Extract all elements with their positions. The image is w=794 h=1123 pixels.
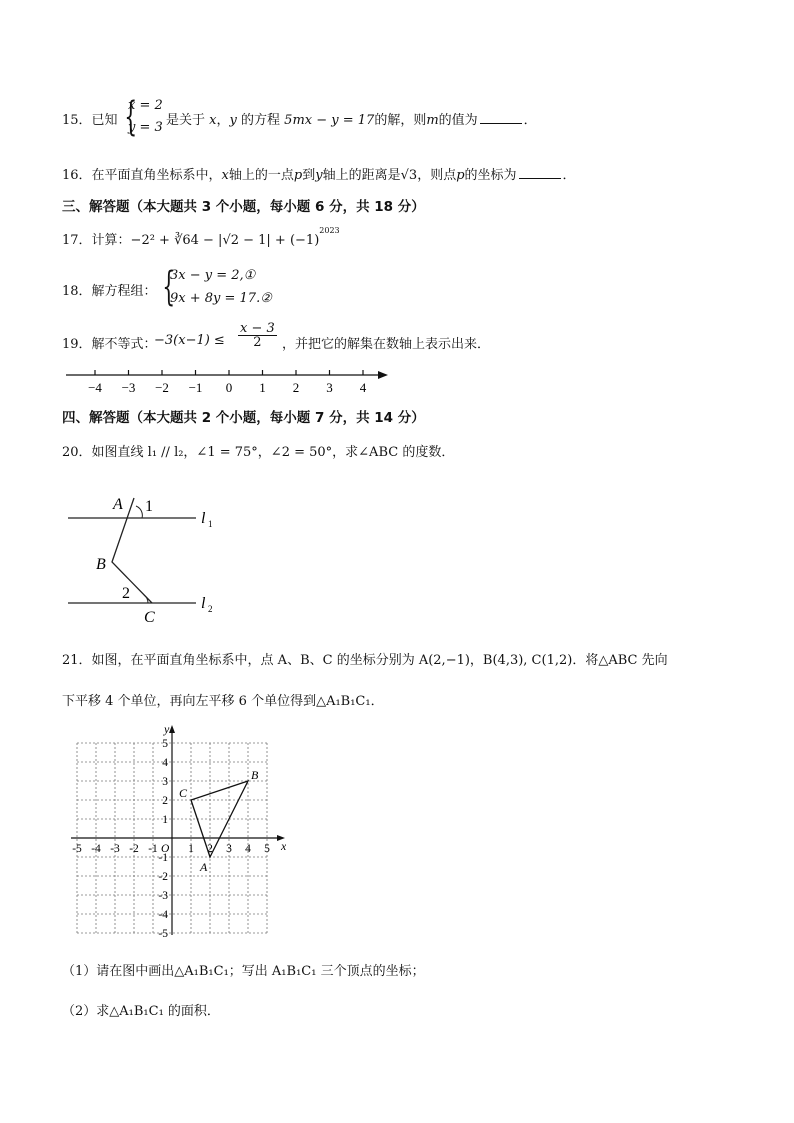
number-line-tick-label: 4: [359, 380, 367, 395]
q18-label: 18．解方程组：: [62, 284, 157, 299]
q16-var-p2: p: [456, 168, 465, 183]
y-tick-label: -5: [158, 928, 168, 940]
x-tick-label: 5: [264, 843, 270, 855]
y-tick-label: -3: [158, 890, 168, 902]
q15-number: 15．已知: [62, 113, 118, 128]
q20-figure: [60, 482, 230, 628]
q16-var-p: p: [293, 168, 303, 183]
q18-eq-1: 3x − y = 2,①: [170, 268, 256, 283]
label-l2: l: [201, 595, 206, 612]
q16-var-y: y: [315, 168, 323, 183]
q19-label: 19．解不等式：: [62, 337, 157, 352]
x-tick-label: 1: [188, 843, 194, 855]
q16-text-2: 轴上的一点: [228, 168, 294, 183]
y-tick-label: 1: [162, 814, 168, 826]
q19-tail: ，并把它的解集在数轴上表示出来．: [282, 337, 491, 352]
q15-text-d: 的值为: [438, 113, 478, 128]
label-angle-2: 2: [122, 585, 130, 602]
q18-brace: {: [162, 264, 176, 310]
y-tick-label: -1: [158, 852, 168, 864]
q16-var-x: x: [221, 168, 229, 183]
q15-text-b: 的方程: [241, 113, 281, 128]
q15-eq-y: y = 3: [128, 120, 163, 135]
question-21-part-1: （1）请在图中画出△A₁B₁C₁；写出 A₁B₁C₁ 三个顶点的坐标；: [62, 964, 425, 979]
number-line-arrow-icon: [378, 371, 388, 379]
x-tick-label: -3: [110, 843, 120, 855]
q16-text-5: ，则点: [417, 168, 457, 183]
vertex-b-label: B: [251, 768, 259, 782]
vertex-c-label: C: [179, 786, 188, 800]
origin-label: O: [161, 843, 170, 855]
q19-denominator: 2: [253, 335, 262, 350]
triangle-abc: [191, 781, 248, 857]
x-axis-label: x: [281, 839, 286, 853]
q15-equation: 5mx − y = 17: [284, 113, 375, 128]
q17-label: 17．计算：: [62, 233, 131, 248]
y-tick-label: -4: [158, 909, 168, 921]
q16-text-4: 轴上的距离是: [322, 168, 401, 183]
y-axis-label: y: [164, 725, 170, 736]
q19-fraction: [238, 322, 277, 349]
q16-sqrt: √3: [400, 168, 418, 183]
question-21-part-2: （2）求△A₁B₁C₁ 的面积．: [62, 1004, 220, 1019]
label-l1-sub: 1: [208, 519, 213, 529]
number-line-tick-label: 0: [225, 380, 233, 395]
vertex-a-label: A: [200, 860, 208, 874]
angle-1-arc: [136, 506, 142, 518]
y-tick-label: 4: [162, 757, 168, 769]
q15-text-c: 的解，则: [374, 113, 427, 128]
y-tick-label: 2: [162, 795, 168, 807]
q15-end: ．: [523, 113, 537, 128]
number-line-tick-label: −1: [188, 380, 203, 395]
q19-numerator: x − 3: [240, 321, 275, 336]
x-tick-label: 2: [207, 843, 213, 855]
q16-text-6: 的坐标为: [464, 168, 517, 183]
q15-text-a: 是关于: [166, 113, 206, 128]
q16-text-3: 到: [302, 168, 316, 183]
q15-var-y: y: [229, 113, 237, 128]
q15-answer-blank[interactable]: [480, 111, 522, 124]
x-tick-label: -1: [148, 843, 158, 855]
q18-eq-2: 9x + 8y = 17.②: [170, 291, 272, 306]
label-l2-sub: 2: [208, 604, 213, 614]
number-line-tick-label: 3: [326, 380, 333, 395]
number-line-tick-label: −3: [121, 380, 136, 395]
section-3-heading: 三、解答题（本大题共 3 个小题，每小题 6 分，共 18 分）: [62, 199, 425, 215]
x-tick-label: -5: [72, 843, 82, 855]
number-line-tick-label: 2: [292, 380, 300, 395]
x-tick-label: 4: [245, 843, 251, 855]
question-16: [62, 164, 576, 183]
y-axis-arrow-icon: [169, 725, 175, 733]
label-l1: l: [201, 510, 206, 527]
y-tick-label: 5: [162, 738, 168, 750]
q15-eq-x: x = 2: [128, 98, 163, 113]
q19-lhs: −3(x−1) ≤: [154, 333, 225, 348]
label-c: C: [144, 609, 155, 626]
y-tick-label: -2: [158, 871, 168, 883]
q15-var-x: x: [209, 113, 217, 128]
question-17: [62, 225, 340, 248]
number-line-tick-label: −4: [88, 380, 102, 395]
q16-answer-blank[interactable]: [519, 166, 561, 179]
coordinate-grid[interactable]: [68, 725, 286, 943]
number-line-tick-label: 1: [259, 380, 266, 395]
q15-comma: ，: [216, 113, 230, 128]
q17-expression: −2² + ∛64 − |√2 − 1| + (−1): [130, 233, 320, 248]
q16-end: ．: [562, 168, 576, 183]
number-line[interactable]: [62, 366, 394, 398]
label-angle-1: 1: [145, 498, 153, 515]
label-a: A: [113, 496, 123, 513]
q17-exponent: 2023: [319, 225, 340, 235]
number-line-tick-label: −2: [155, 380, 169, 395]
section-4-heading: 四、解答题（本大题共 2 个小题，每小题 7 分，共 14 分）: [62, 410, 425, 426]
question-21-line-2: 下平移 4 个单位，再向左平移 6 个单位得到△A₁B₁C₁．: [62, 694, 384, 709]
question-20-text: 20．如图直线 l₁ // l₂，∠1 = 75°，∠2 = 50°，求∠ABC 的度数．: [62, 445, 455, 460]
x-tick-label: -4: [91, 843, 101, 855]
question-21-line-1: 21．如图，在平面直角坐标系中，点 A、B、C 的坐标分别为 A(2,−1)，B(4,3), C(1,2)．将△ABC 先向: [62, 653, 668, 668]
q15-var-m: m: [426, 113, 439, 128]
x-tick-label: -2: [129, 843, 139, 855]
label-b: B: [96, 556, 106, 573]
y-tick-label: 3: [162, 776, 168, 788]
x-tick-label: 3: [226, 843, 232, 855]
q16-text-1: 16．在平面直角坐标系中，: [62, 168, 222, 183]
q15-brace: {: [124, 94, 138, 140]
